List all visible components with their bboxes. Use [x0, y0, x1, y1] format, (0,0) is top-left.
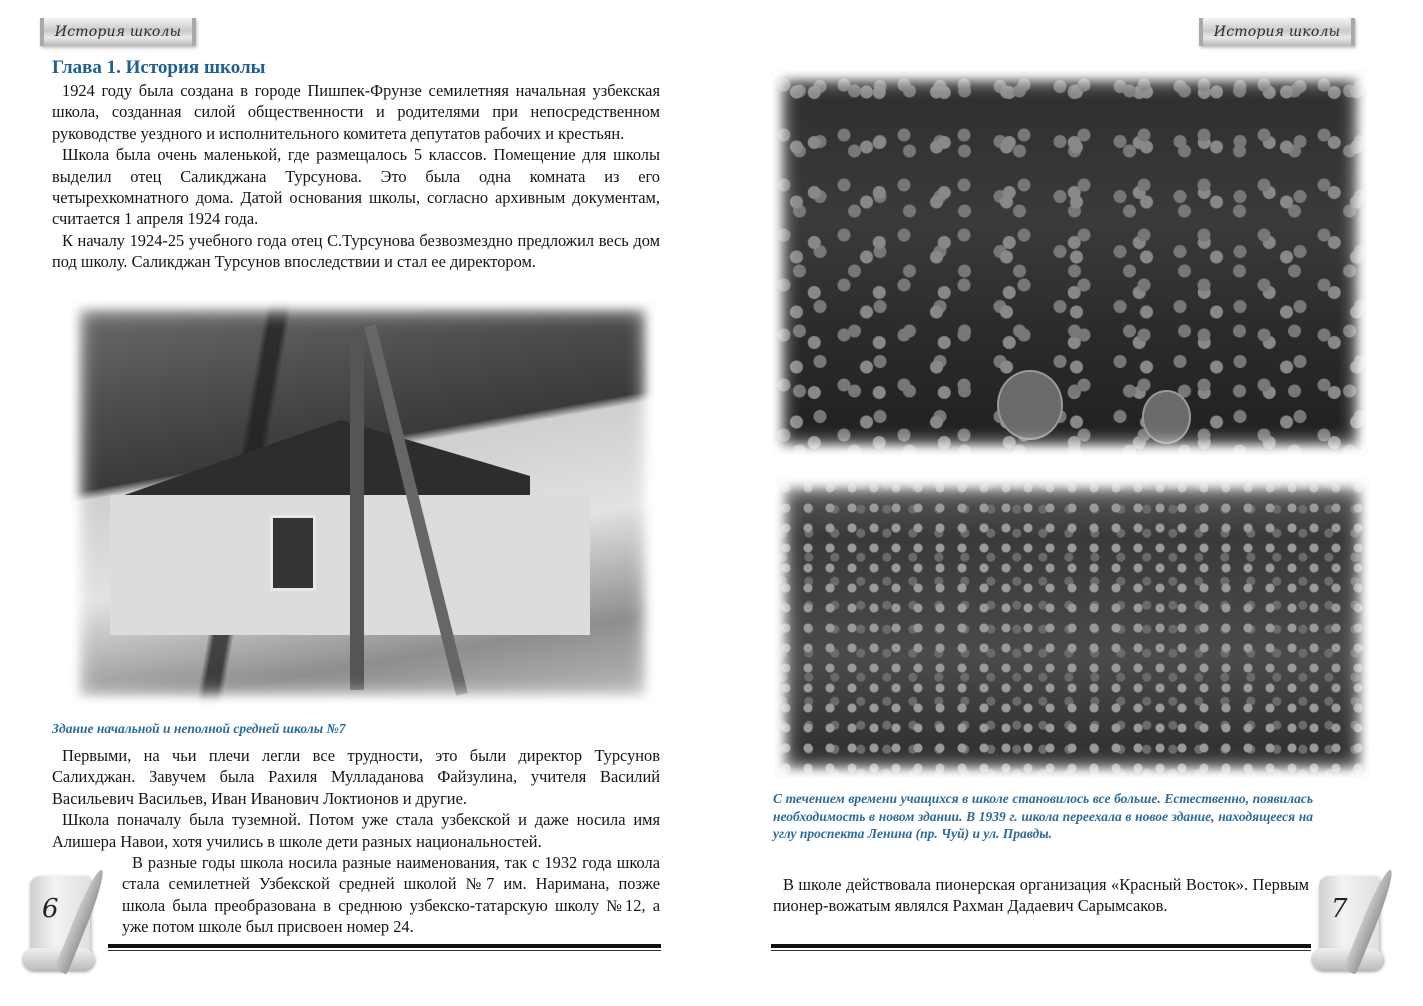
photo-drum	[997, 370, 1063, 440]
photo-drum	[1142, 390, 1191, 444]
paragraph: Школа была очень маленькой, где размещалось 5 классов. Помещение для школы выделил отец Саликджана Турсунова. Это была одна комната из его четырехкомнатного дома. Датой основания школы, согласно архивным документам, считается 1 апреля 1924 года.	[52, 145, 660, 229]
names-text	[122, 852, 660, 938]
right-page	[711, 0, 1423, 1006]
page-number: 6	[42, 894, 59, 924]
school-building-photo	[70, 300, 655, 705]
footer-rule	[108, 944, 661, 948]
photo-roof	[110, 420, 530, 500]
ribbon-title: История школы	[1213, 24, 1341, 40]
footer-rule	[771, 944, 1311, 948]
chapter-title: Глава 1. История школы	[52, 57, 266, 78]
paragraph: Первыми, на чьи плечи легли все трудности, это были директор Турсунов Салихджан. Завучем была Рахиля Мулладанова Файзулина, учителя Василий Васильевич Васильев, Иван Иванович Локтионов и другие.	[52, 746, 660, 808]
photo-caption: С течением времени учащихся в школе становилось все больше. Естественно, появилась необходимость в новом здании. В 1939 г. школа переехала в новое здание, находящееся на углу проспекта Ленина (пр. Чуй) и ул. Правды.	[773, 791, 1313, 841]
section-ribbon	[40, 18, 196, 46]
photo-caption: Здание начальной и неполной средней школы №7	[52, 721, 346, 736]
pioneer-text	[773, 874, 1309, 917]
page-number: 7	[1331, 894, 1348, 924]
page-number-scroll	[18, 866, 110, 984]
left-page	[0, 0, 711, 1006]
page-number-scroll	[1307, 866, 1399, 984]
section-ribbon	[1199, 18, 1355, 46]
paragraph: В школе действовала пионерская организация «Красный Восток». Первым пионер-вожатым являлся Рахман Дадаевич Сарымсаков.	[773, 875, 1309, 916]
pioneer-group-photo	[772, 70, 1367, 455]
paragraph: 1924 году была создана в городе Пишпек-Фрунзе семилетняя начальная узбекская школа, созданная силой общественности и родителями при непосредственном руководстве уездного и исполнительного комитета депутатов рабочих и крестьян.	[52, 81, 660, 143]
school-assembly-photo	[775, 478, 1370, 778]
intro-text	[52, 80, 660, 273]
photo-pole	[350, 330, 364, 690]
photo-window	[270, 515, 316, 591]
paragraph: К началу 1924-25 учебного года отец С.Турсунова безвозмездно предложил весь дом под школу. Саликджан Турсунов впоследствии и стал ее директором.	[52, 230, 660, 272]
staff-text	[52, 745, 660, 852]
paragraph: Школа поначалу была туземной. Потом уже стала узбекской и даже носила имя Алишера Навои, хотя учились в школе дети разных национальностей.	[52, 810, 660, 851]
ribbon-title: История школы	[54, 24, 182, 40]
paragraph: В разные годы школа носила разные наименования, так с 1932 года школа стала семилетней Узбекской средней школой №7 им. Наримана, позже школа была преобразована в среднюю узбекско-татарскую школу №12, а уже потом школе был присвоен номер 24.	[122, 853, 660, 937]
